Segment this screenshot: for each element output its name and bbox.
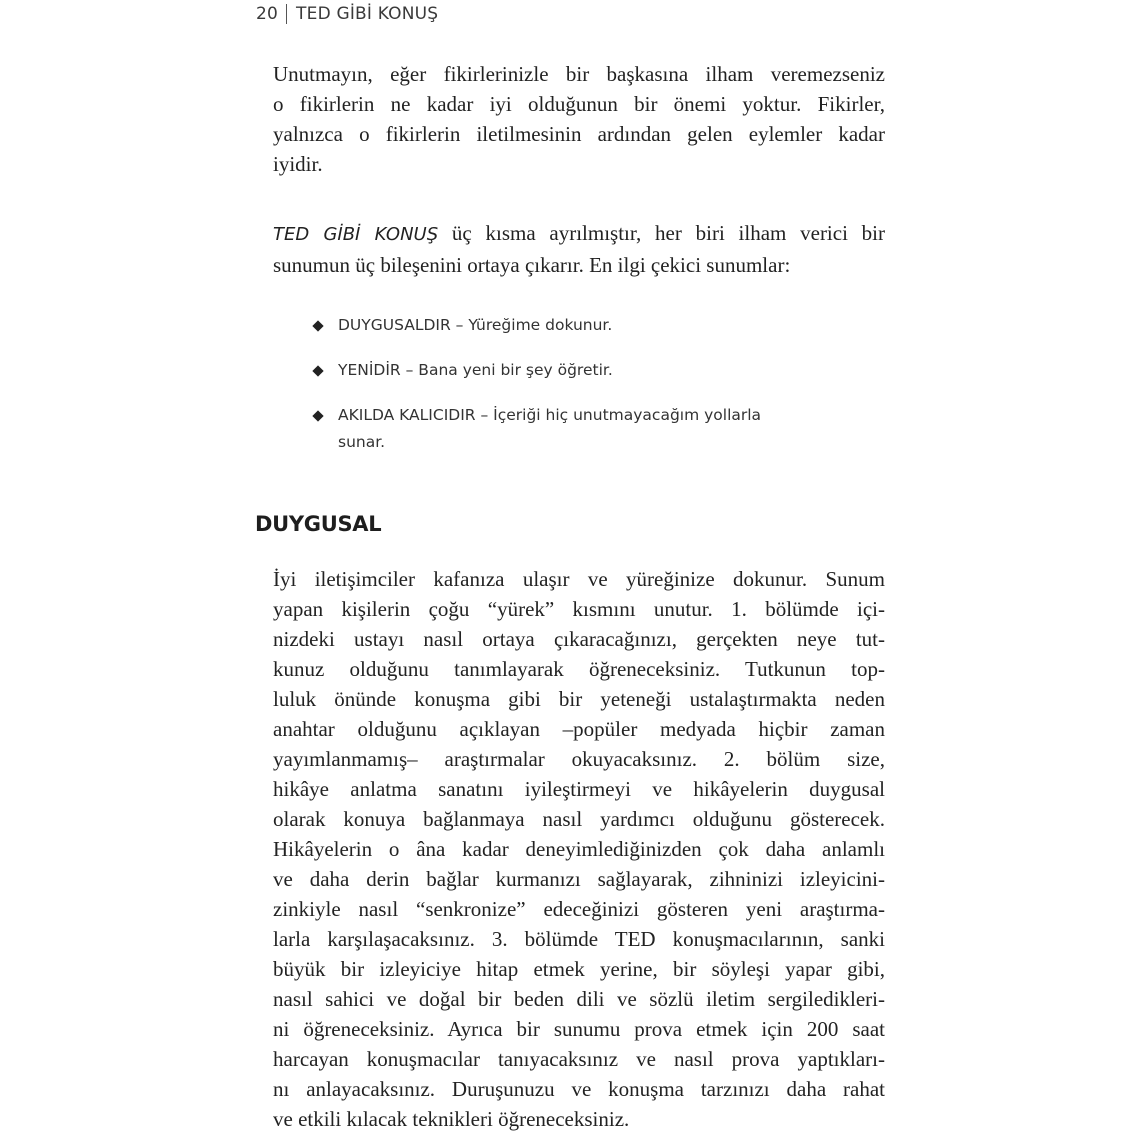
bullet-icon <box>312 365 323 376</box>
text-line: harcayan konuşmacılar tanıyacaksınız ve nasıl prova yaptıkları- <box>273 1047 885 1071</box>
text-line: büyük bir izleyiciye hitap etmek yerine, bir söyleşi yapar gibi, <box>273 957 885 981</box>
list-item-continuation: sunar. <box>338 433 386 451</box>
text-line: iyidir. <box>273 152 323 176</box>
text-line: ve etkili kılacak teknikleri öğreneceksiniz. <box>273 1107 630 1131</box>
list-item <box>312 402 852 456</box>
list-item <box>312 312 852 339</box>
text-line: ni öğreneceksiniz. Ayrıca bir sunumu prova etmek için 200 saat <box>273 1017 885 1041</box>
list-item-text: DUYGUSALDIR – Yüreğime dokunur. <box>338 316 613 334</box>
bullet-list <box>312 312 852 474</box>
text-line: ve daha derin bağlar kurmanızı sağlayarak, zihninizi izleyicini- <box>273 867 885 891</box>
text-line: luluk önünde konuşma gibi bir yeteneği ustalaştırmakta neden <box>273 687 885 711</box>
book-title: TED GİBİ KONUŞ <box>296 4 439 24</box>
running-head <box>256 2 438 26</box>
text-line: yalnızca o fikirlerin iletilmesinin ardından gelen eylemler kadar <box>273 122 885 146</box>
text-line: nasıl sahici ve doğal bir beden dili ve sözlü iletim sergiledikleri- <box>273 987 885 1011</box>
list-item-text: AKILDA KALICIDIR – İçeriği hiç unutmayacağım yollarla <box>338 406 762 424</box>
section-heading: DUYGUSAL <box>255 512 382 536</box>
list-item <box>312 357 852 384</box>
text-fragment: üç kısma ayrılmıştır, her biri ilham verici bir <box>438 221 886 245</box>
list-item-text: YENİDİR – Bana yeni bir şey öğretir. <box>338 361 613 379</box>
text-line <box>273 218 885 250</box>
page-number: 20 <box>256 4 279 24</box>
text-line: o fikirlerin ne kadar iyi olduğunun bir önemi yoktur. Fikirler, <box>273 92 885 116</box>
section-body <box>273 564 885 1134</box>
text-line: hikâye anlatma sanatını iyileştirmeyi ve hikâyelerin duygusal <box>273 777 885 801</box>
text-line: Unutmayın, eğer fikirlerinizle bir başkasına ilham veremezseniz <box>273 62 885 86</box>
text-line: nı anlayacaksınız. Duruşunuzu ve konuşma tarzınızı daha rahat <box>273 1077 885 1101</box>
text-line: Hikâyelerin o âna kadar deneyimlediğinizden çok daha anlamlı <box>273 837 885 861</box>
text-line: sunumun üç bileşenini ortaya çıkarır. En ilgi çekici sunumlar: <box>273 253 791 277</box>
text-line: yapan kişilerin çoğu “yürek” kısmını unutur. 1. bölümde içi- <box>273 597 885 621</box>
text-line: larla karşılaşacaksınız. 3. bölümde TED konuşmacılarının, sanki <box>273 927 885 951</box>
bullet-icon <box>312 410 323 421</box>
header-separator <box>286 4 287 24</box>
text-line: zinkiyle nasıl “senkronize” edeceğinizi gösteren yeni araştırma- <box>273 897 885 921</box>
paragraph-1 <box>273 59 885 179</box>
text-line: yayımlanmamış– araştırmalar okuyacaksınız. 2. bölüm size, <box>273 747 885 771</box>
paragraph-2 <box>273 218 885 280</box>
italic-book-title: TED GİBİ KONUŞ <box>273 224 439 245</box>
text-line: İyi iletişimciler kafanıza ulaşır ve yüreğinize dokunur. Sunum <box>273 567 885 591</box>
bullet-icon <box>312 320 323 331</box>
text-line: nizdeki ustayı nasıl ortaya çıkaracağınızı, gerçekten neye tut- <box>273 627 885 651</box>
text-line: anahtar olduğunu açıklayan –popüler medyada hiçbir zaman <box>273 717 885 741</box>
text-line: olarak konuya bağlanmaya nasıl yardımcı olduğunu gösterecek. <box>273 807 885 831</box>
text-line: kunuz olduğunu tanımlayarak öğreneceksiniz. Tutkunun top- <box>273 657 885 681</box>
